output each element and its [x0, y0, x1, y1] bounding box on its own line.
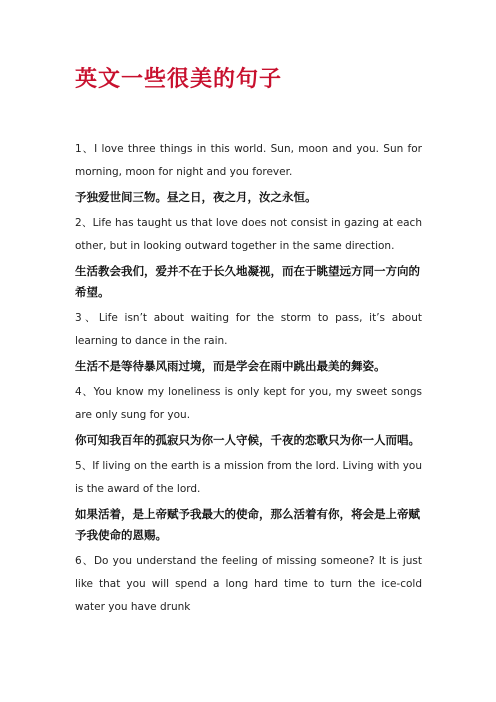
document-title: 英文一些很美的句子	[75, 67, 283, 92]
chinese-translation: 生活不是等待暴风雨过境，而是学会在雨中跳出最美的舞姿。	[75, 359, 386, 373]
english-sentence: 3、Life isn’t about waiting for the storm to pass, it’s about learning to dance in the rain.	[75, 312, 422, 347]
chinese-translation: 如果活着，是上帝赋予我最大的使命，那么活着有你，将会是上帝赋予我使命的恩赐。	[75, 507, 420, 542]
english-sentence: 5、If living on the earth is a mission from the lord. Living with you is the award of the lord.	[75, 460, 422, 495]
chinese-translation: 你可知我百年的孤寂只为你一人守候，千夜的恋歌只为你一人而唱。	[75, 433, 420, 447]
document-body	[75, 138, 422, 619]
chinese-translation: 生活教会我们，爱并不在于长久地凝视，而在于眺望远方同一方向的希望。	[75, 264, 420, 299]
english-sentence: 1、I love three things in this world. Sun, moon and you. Sun for morning, moon for night and you forever.	[75, 143, 422, 178]
english-sentence: 2、Life has taught us that love does not consist in gazing at each other, but in looking outward together in the same direction.	[75, 217, 422, 252]
chinese-translation: 予独爱世间三物。昼之日，夜之月，汝之永恒。	[75, 190, 317, 204]
sentence-entry	[75, 381, 422, 451]
english-sentence: 4、You know my loneliness is only kept for you, my sweet songs are only sung for you.	[75, 386, 422, 421]
sentence-entry	[75, 307, 422, 377]
english-sentence: 6、Do you understand the feeling of missing someone? It is just like that you will spend a long hard time to turn the ice-cold water you have drunk	[75, 555, 422, 613]
sentence-entry	[75, 550, 422, 619]
sentence-entry	[75, 212, 422, 303]
sentence-entry	[75, 138, 422, 208]
sentence-entry	[75, 455, 422, 546]
